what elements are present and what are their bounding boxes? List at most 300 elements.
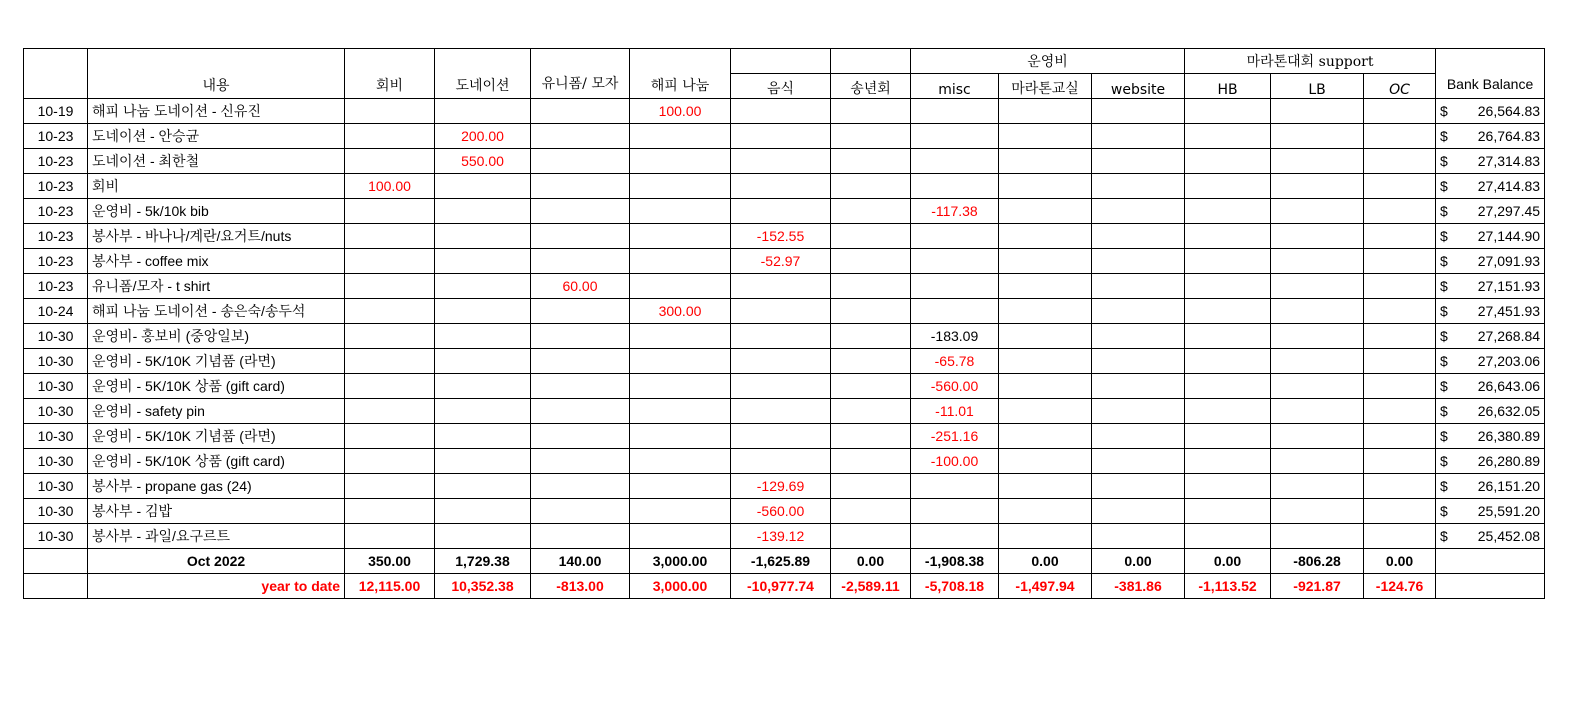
total-label: Oct 2022: [88, 549, 345, 574]
header-bank-balance: Bank Balance: [1436, 49, 1545, 99]
row-cell-yearend: [831, 449, 911, 474]
row-cell-food: [731, 149, 831, 174]
header-row-group: [24, 49, 1545, 74]
row-cell-hb: [1185, 349, 1271, 374]
row-cell-misc: -11.01: [911, 399, 999, 424]
ledger-row: [24, 274, 1545, 299]
row-date: 10-23: [24, 224, 88, 249]
currency-symbol: $: [1440, 378, 1448, 394]
row-cell-misc: [911, 249, 999, 274]
row-cell-donation: [435, 449, 531, 474]
row-cell-marathon-class: [999, 349, 1092, 374]
currency-symbol: $: [1440, 228, 1448, 244]
balance-value: 26,564.83: [1477, 103, 1541, 119]
row-cell-dues: [345, 149, 435, 174]
row-cell-website: [1092, 174, 1185, 199]
currency-symbol: $: [1440, 128, 1448, 144]
row-cell-marathon-class: [999, 424, 1092, 449]
ytd-lb: -921.87: [1271, 574, 1364, 599]
row-date: 10-23: [24, 199, 88, 224]
row-date: 10-30: [24, 524, 88, 549]
ledger-row: [24, 374, 1545, 399]
row-cell-oc: [1364, 349, 1436, 374]
row-cell-donation: [435, 324, 531, 349]
total-happy: 3,000.00: [630, 549, 731, 574]
header-food: 음식: [731, 74, 831, 99]
currency-symbol: $: [1440, 328, 1448, 344]
ledger-row: [24, 349, 1545, 374]
row-cell-yearend: [831, 374, 911, 399]
row-cell-misc: [911, 174, 999, 199]
row-description: 운영비 - 5K/10K 기념품 (라면): [88, 424, 345, 449]
row-bank-balance: [1436, 249, 1545, 274]
row-cell-yearend: [831, 274, 911, 299]
row-cell-uniform: [531, 399, 630, 424]
ledger-body: [24, 99, 1545, 549]
header-desc: 내용: [88, 49, 345, 99]
row-cell-oc: [1364, 224, 1436, 249]
row-cell-misc: [911, 524, 999, 549]
row-cell-food: [731, 374, 831, 399]
row-cell-yearend: [831, 174, 911, 199]
row-description: 도네이션 - 안승균: [88, 124, 345, 149]
ytd-row: [24, 574, 1545, 599]
row-cell-lb: [1271, 324, 1364, 349]
row-cell-dues: 100.00: [345, 174, 435, 199]
row-cell-donation: 200.00: [435, 124, 531, 149]
row-cell-marathon-class: [999, 499, 1092, 524]
row-cell-dues: [345, 399, 435, 424]
row-bank-balance: [1436, 349, 1545, 374]
row-cell-oc: [1364, 99, 1436, 124]
total-food: -1,625.89: [731, 549, 831, 574]
row-cell-happy: [630, 449, 731, 474]
row-cell-uniform: 60.00: [531, 274, 630, 299]
row-bank-balance: [1436, 374, 1545, 399]
row-cell-yearend: [831, 99, 911, 124]
row-description: 해피 나눔 도네이션 - 신유진: [88, 99, 345, 124]
row-cell-lb: [1271, 499, 1364, 524]
row-cell-dues: [345, 324, 435, 349]
row-cell-hb: [1185, 324, 1271, 349]
row-cell-dues: [345, 499, 435, 524]
row-cell-dues: [345, 524, 435, 549]
balance-value: 27,268.84: [1477, 328, 1541, 344]
balance-value: 27,451.93: [1477, 303, 1541, 319]
row-cell-dues: [345, 449, 435, 474]
row-cell-lb: [1271, 274, 1364, 299]
ledger-row: [24, 449, 1545, 474]
row-cell-food: [731, 124, 831, 149]
row-description: 봉사부 - propane gas (24): [88, 474, 345, 499]
ytd-website: -381.86: [1092, 574, 1185, 599]
row-cell-website: [1092, 499, 1185, 524]
row-cell-oc: [1364, 299, 1436, 324]
row-cell-website: [1092, 149, 1185, 174]
row-cell-donation: 550.00: [435, 149, 531, 174]
row-description: 운영비 - 5K/10K 기념품 (라면): [88, 349, 345, 374]
total-donation: 1,729.38: [435, 549, 531, 574]
row-date: 10-23: [24, 149, 88, 174]
row-cell-happy: [630, 224, 731, 249]
row-cell-lb: [1271, 149, 1364, 174]
ledger-row: [24, 224, 1545, 249]
row-cell-donation: [435, 99, 531, 124]
row-cell-uniform: [531, 499, 630, 524]
row-cell-donation: [435, 274, 531, 299]
row-cell-website: [1092, 199, 1185, 224]
balance-value: 27,151.93: [1477, 278, 1541, 294]
row-cell-marathon-class: [999, 324, 1092, 349]
balance-value: 25,452.08: [1477, 528, 1541, 544]
row-cell-dues: [345, 124, 435, 149]
balance-value: 27,297.45: [1477, 203, 1541, 219]
row-cell-misc: -100.00: [911, 449, 999, 474]
header-marathon-class: 마라톤교실: [999, 74, 1092, 99]
row-cell-donation: [435, 249, 531, 274]
row-cell-happy: [630, 324, 731, 349]
row-cell-hb: [1185, 99, 1271, 124]
row-cell-website: [1092, 224, 1185, 249]
row-cell-marathon-class: [999, 374, 1092, 399]
row-date: 10-30: [24, 324, 88, 349]
row-cell-donation: [435, 349, 531, 374]
row-cell-lb: [1271, 249, 1364, 274]
row-description: 유니폼/모자 - t shirt: [88, 274, 345, 299]
row-cell-hb: [1185, 224, 1271, 249]
row-cell-dues: [345, 199, 435, 224]
row-cell-uniform: [531, 99, 630, 124]
row-cell-hb: [1185, 499, 1271, 524]
row-date: 10-30: [24, 499, 88, 524]
row-date: 10-30: [24, 424, 88, 449]
row-bank-balance: [1436, 149, 1545, 174]
ledger-row: [24, 474, 1545, 499]
row-cell-oc: [1364, 424, 1436, 449]
row-cell-donation: [435, 299, 531, 324]
total-yearend: 0.00: [831, 549, 911, 574]
row-cell-hb: [1185, 524, 1271, 549]
row-cell-misc: [911, 499, 999, 524]
row-cell-lb: [1271, 424, 1364, 449]
row-cell-dues: [345, 349, 435, 374]
row-description: 운영비 - 5k/10k bib: [88, 199, 345, 224]
row-cell-yearend: [831, 349, 911, 374]
ytd-hb: -1,113.52: [1185, 574, 1271, 599]
header-food-top: [731, 49, 831, 74]
header-yearend: 송년회: [831, 74, 911, 99]
row-cell-happy: [630, 474, 731, 499]
currency-symbol: $: [1440, 428, 1448, 444]
row-date: 10-23: [24, 124, 88, 149]
ytd-yearend: -2,589.11: [831, 574, 911, 599]
row-cell-food: [731, 324, 831, 349]
row-cell-website: [1092, 299, 1185, 324]
row-cell-food: [731, 449, 831, 474]
row-cell-dues: [345, 249, 435, 274]
row-date: 10-30: [24, 449, 88, 474]
balance-value: 27,144.90: [1477, 228, 1541, 244]
currency-symbol: $: [1440, 103, 1448, 119]
row-cell-misc: [911, 274, 999, 299]
header-website: website: [1092, 74, 1185, 99]
row-cell-misc: -183.09: [911, 324, 999, 349]
row-cell-yearend: [831, 199, 911, 224]
row-cell-happy: 300.00: [630, 299, 731, 324]
row-description: 봉사부 - 김밥: [88, 499, 345, 524]
row-cell-hb: [1185, 424, 1271, 449]
row-cell-happy: [630, 124, 731, 149]
row-cell-website: [1092, 249, 1185, 274]
total-uniform: 140.00: [531, 549, 630, 574]
row-cell-uniform: [531, 424, 630, 449]
row-cell-happy: [630, 499, 731, 524]
row-cell-dues: [345, 299, 435, 324]
row-cell-yearend: [831, 474, 911, 499]
row-bank-balance: [1436, 324, 1545, 349]
row-cell-lb: [1271, 174, 1364, 199]
row-description: 운영비 - 5K/10K 상품 (gift card): [88, 449, 345, 474]
ytd-misc: -5,708.18: [911, 574, 999, 599]
balance-value: 27,203.06: [1477, 353, 1541, 369]
ytd-dues: 12,115.00: [345, 574, 435, 599]
row-date: 10-30: [24, 399, 88, 424]
row-cell-happy: 100.00: [630, 99, 731, 124]
row-cell-marathon-class: [999, 474, 1092, 499]
row-cell-marathon-class: [999, 274, 1092, 299]
row-cell-uniform: [531, 449, 630, 474]
row-cell-dues: [345, 424, 435, 449]
row-cell-lb: [1271, 474, 1364, 499]
row-cell-happy: [630, 174, 731, 199]
row-cell-donation: [435, 499, 531, 524]
row-cell-food: -52.97: [731, 249, 831, 274]
row-cell-dues: [345, 474, 435, 499]
currency-symbol: $: [1440, 178, 1448, 194]
row-cell-yearend: [831, 499, 911, 524]
row-cell-misc: -251.16: [911, 424, 999, 449]
ytd-label: year to date: [88, 574, 345, 599]
row-cell-hb: [1185, 124, 1271, 149]
row-cell-happy: [630, 249, 731, 274]
row-cell-dues: [345, 99, 435, 124]
ledger-row: [24, 299, 1545, 324]
row-cell-hb: [1185, 274, 1271, 299]
currency-symbol: $: [1440, 253, 1448, 269]
row-cell-yearend: [831, 424, 911, 449]
row-cell-uniform: [531, 474, 630, 499]
row-cell-marathon-class: [999, 99, 1092, 124]
currency-symbol: $: [1440, 353, 1448, 369]
row-cell-happy: [630, 149, 731, 174]
row-description: 봉사부 - 바나나/계란/요거트/nuts: [88, 224, 345, 249]
row-bank-balance: [1436, 274, 1545, 299]
row-date: 10-30: [24, 349, 88, 374]
row-cell-website: [1092, 524, 1185, 549]
row-bank-balance: [1436, 449, 1545, 474]
ytd-uniform: -813.00: [531, 574, 630, 599]
row-cell-lb: [1271, 524, 1364, 549]
row-cell-hb: [1185, 174, 1271, 199]
row-cell-food: -129.69: [731, 474, 831, 499]
row-cell-oc: [1364, 449, 1436, 474]
row-cell-uniform: [531, 524, 630, 549]
total-marathon-class: 0.00: [999, 549, 1092, 574]
row-date: 10-30: [24, 474, 88, 499]
row-cell-uniform: [531, 149, 630, 174]
row-date: 10-30: [24, 374, 88, 399]
total-dues: 350.00: [345, 549, 435, 574]
total-hb: 0.00: [1185, 549, 1271, 574]
row-cell-oc: [1364, 174, 1436, 199]
ledger-row: [24, 124, 1545, 149]
row-cell-oc: [1364, 324, 1436, 349]
row-cell-uniform: [531, 374, 630, 399]
row-cell-oc: [1364, 199, 1436, 224]
row-date: 10-24: [24, 299, 88, 324]
row-cell-donation: [435, 174, 531, 199]
currency-symbol: $: [1440, 203, 1448, 219]
row-cell-misc: -65.78: [911, 349, 999, 374]
balance-value: 26,280.89: [1477, 453, 1541, 469]
row-cell-marathon-class: [999, 399, 1092, 424]
row-cell-misc: -560.00: [911, 374, 999, 399]
row-cell-website: [1092, 449, 1185, 474]
row-cell-donation: [435, 199, 531, 224]
ledger-row: [24, 524, 1545, 549]
row-description: 운영비- 홍보비 (중앙일보): [88, 324, 345, 349]
row-cell-hb: [1185, 199, 1271, 224]
ytd-date-cell: [24, 574, 88, 599]
row-cell-happy: [630, 199, 731, 224]
row-cell-happy: [630, 374, 731, 399]
row-bank-balance: [1436, 224, 1545, 249]
row-bank-balance: [1436, 474, 1545, 499]
row-cell-uniform: [531, 174, 630, 199]
row-cell-oc: [1364, 499, 1436, 524]
row-cell-misc: [911, 124, 999, 149]
row-cell-marathon-class: [999, 524, 1092, 549]
row-description: 회비: [88, 174, 345, 199]
row-cell-uniform: [531, 324, 630, 349]
balance-value: 25,591.20: [1477, 503, 1541, 519]
header-uniform: 유니폼/ 모자: [531, 49, 630, 99]
row-bank-balance: [1436, 99, 1545, 124]
currency-symbol: $: [1440, 453, 1448, 469]
header-hb: HB: [1185, 74, 1271, 99]
row-cell-donation: [435, 399, 531, 424]
balance-value: 26,632.05: [1477, 403, 1541, 419]
row-date: 10-23: [24, 174, 88, 199]
row-cell-food: [731, 399, 831, 424]
row-cell-marathon-class: [999, 224, 1092, 249]
row-cell-oc: [1364, 274, 1436, 299]
row-cell-website: [1092, 374, 1185, 399]
ledger-row: [24, 99, 1545, 124]
row-cell-lb: [1271, 449, 1364, 474]
ytd-food: -10,977.74: [731, 574, 831, 599]
row-date: 10-23: [24, 249, 88, 274]
row-cell-donation: [435, 374, 531, 399]
ledger-row: [24, 424, 1545, 449]
row-cell-hb: [1185, 249, 1271, 274]
ledger-row: [24, 324, 1545, 349]
row-cell-food: [731, 349, 831, 374]
row-cell-misc: [911, 99, 999, 124]
row-cell-hb: [1185, 474, 1271, 499]
row-bank-balance: [1436, 174, 1545, 199]
row-cell-website: [1092, 349, 1185, 374]
row-description: 도네이션 - 최한철: [88, 149, 345, 174]
row-description: 운영비 - safety pin: [88, 399, 345, 424]
row-cell-misc: [911, 299, 999, 324]
row-cell-misc: [911, 224, 999, 249]
ytd-donation: 10,352.38: [435, 574, 531, 599]
row-cell-marathon-class: [999, 149, 1092, 174]
row-description: 해피 나눔 도네이션 - 송은숙/송두석: [88, 299, 345, 324]
row-cell-happy: [630, 274, 731, 299]
row-cell-oc: [1364, 399, 1436, 424]
header-lb: LB: [1271, 74, 1364, 99]
row-cell-dues: [345, 274, 435, 299]
row-cell-oc: [1364, 374, 1436, 399]
ytd-happy: 3,000.00: [630, 574, 731, 599]
row-cell-marathon-class: [999, 449, 1092, 474]
row-cell-marathon-class: [999, 199, 1092, 224]
row-cell-uniform: [531, 249, 630, 274]
row-cell-website: [1092, 274, 1185, 299]
balance-value: 26,151.20: [1477, 478, 1541, 494]
row-cell-uniform: [531, 124, 630, 149]
total-lb: -806.28: [1271, 549, 1364, 574]
row-cell-yearend: [831, 524, 911, 549]
row-cell-hb: [1185, 299, 1271, 324]
ledger-row: [24, 174, 1545, 199]
row-date: 10-19: [24, 99, 88, 124]
row-cell-dues: [345, 374, 435, 399]
row-cell-happy: [630, 424, 731, 449]
balance-value: 26,764.83: [1477, 128, 1541, 144]
row-description: 봉사부 - 과일/요구르트: [88, 524, 345, 549]
row-bank-balance: [1436, 499, 1545, 524]
header-dues: 회비: [345, 49, 435, 99]
balance-value: 26,643.06: [1477, 378, 1541, 394]
row-cell-misc: [911, 149, 999, 174]
row-cell-hb: [1185, 149, 1271, 174]
currency-symbol: $: [1440, 153, 1448, 169]
row-cell-lb: [1271, 374, 1364, 399]
row-cell-website: [1092, 399, 1185, 424]
row-cell-donation: [435, 524, 531, 549]
balance-value: 27,314.83: [1477, 153, 1541, 169]
row-cell-yearend: [831, 124, 911, 149]
row-cell-food: [731, 174, 831, 199]
ledger-row: [24, 199, 1545, 224]
row-cell-food: [731, 274, 831, 299]
row-cell-donation: [435, 424, 531, 449]
row-cell-oc: [1364, 249, 1436, 274]
row-bank-balance: [1436, 124, 1545, 149]
currency-symbol: $: [1440, 403, 1448, 419]
total-website: 0.00: [1092, 549, 1185, 574]
row-cell-lb: [1271, 224, 1364, 249]
row-cell-yearend: [831, 249, 911, 274]
row-bank-balance: [1436, 299, 1545, 324]
row-bank-balance: [1436, 399, 1545, 424]
total-oc: 0.00: [1364, 549, 1436, 574]
row-cell-food: -152.55: [731, 224, 831, 249]
row-cell-hb: [1185, 399, 1271, 424]
